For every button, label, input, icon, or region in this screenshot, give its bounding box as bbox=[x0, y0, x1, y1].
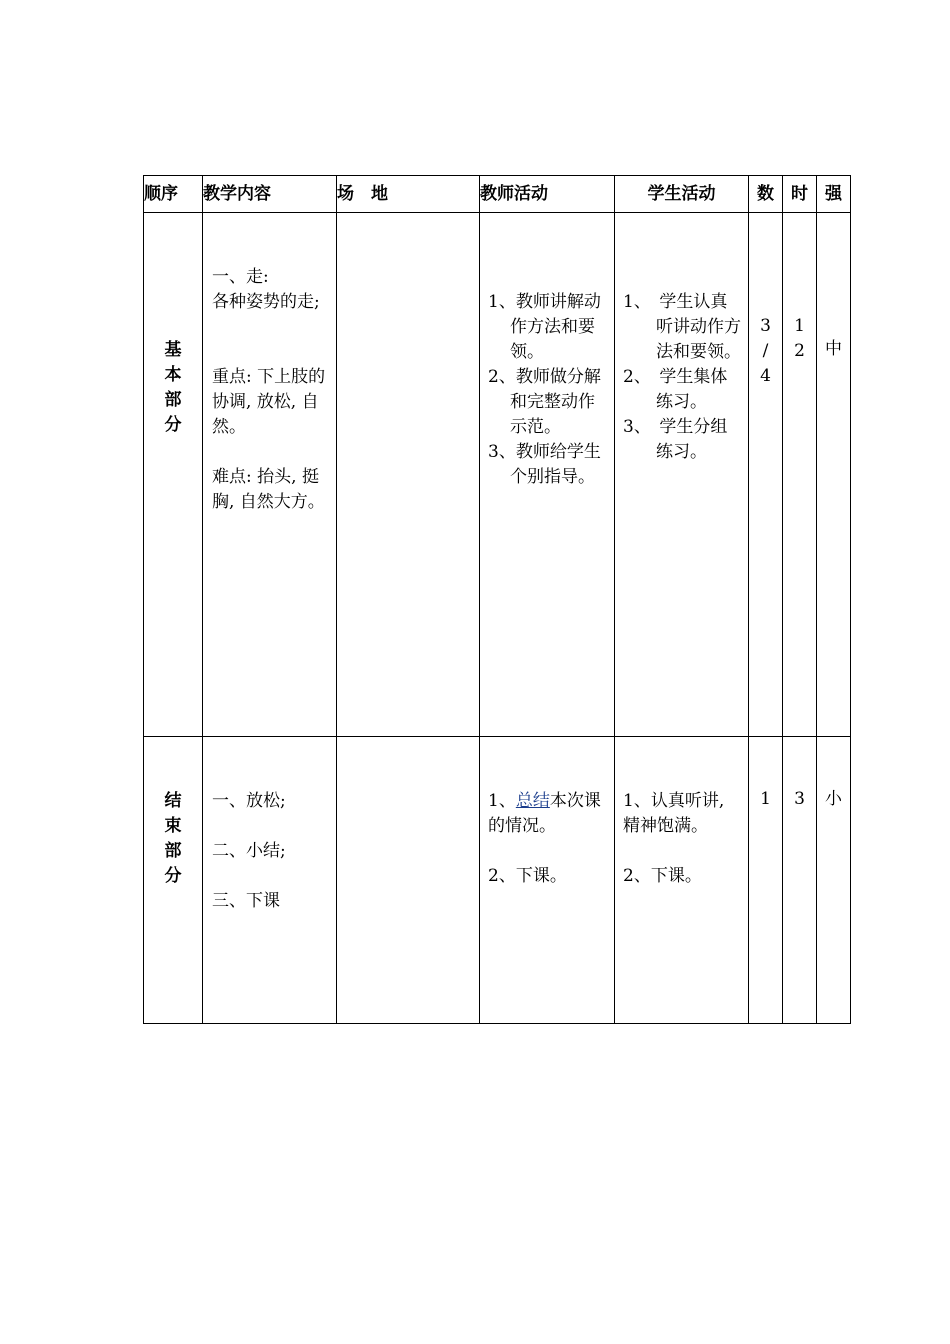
ending-student-item: 2、下课。 bbox=[623, 866, 702, 886]
header-student: 学生活动 bbox=[615, 176, 749, 213]
basic-count-cell bbox=[749, 213, 783, 737]
basic-count-char: 3 bbox=[760, 316, 771, 336]
header-venue: 场 地 bbox=[337, 176, 480, 213]
header-row bbox=[144, 176, 851, 213]
teacher-activity-item: 3、教师给学生个别指导。 bbox=[488, 442, 601, 487]
ending-time-cell bbox=[783, 737, 817, 1024]
header-count: 数 bbox=[749, 176, 783, 213]
student-activity-item: 3、 学生分组练习。 bbox=[623, 417, 728, 462]
basic-section-label bbox=[144, 213, 203, 737]
basic-student-cell bbox=[615, 213, 749, 737]
ending-content-cell bbox=[203, 737, 337, 1024]
basic-section-char: 基 bbox=[164, 340, 182, 360]
student-activity-item: 1、 学生认真听讲动作方法和要领。 bbox=[623, 292, 741, 362]
header-content: 教学内容 bbox=[203, 176, 337, 213]
header-order: 顺序 bbox=[144, 176, 203, 213]
ending-section-row bbox=[144, 737, 851, 1024]
basic-intensity-cell bbox=[817, 213, 851, 737]
summary-link[interactable]: 总结 bbox=[515, 791, 550, 811]
basic-content-cell bbox=[203, 213, 337, 737]
basic-count-char: 4 bbox=[760, 366, 771, 386]
basic-section-char: 部 bbox=[164, 390, 182, 410]
basic-venue-cell bbox=[337, 213, 480, 737]
ending-intensity-cell bbox=[817, 737, 851, 1024]
ending-teacher-item bbox=[488, 789, 608, 839]
basic-section-char: 分 bbox=[164, 415, 182, 435]
ending-content-item: 一、放松; bbox=[212, 791, 286, 811]
ending-teacher-prefix: 1、 bbox=[488, 791, 516, 811]
ending-count-value: 1 bbox=[760, 789, 771, 809]
basic-content-title: 一、走: bbox=[212, 267, 269, 287]
ending-content-item: 二、小结; bbox=[212, 841, 286, 861]
lesson-plan-table bbox=[143, 175, 851, 1024]
basic-difficulty: 难点: 抬头, 挺胸, 自然大方。 bbox=[212, 467, 325, 512]
basic-time-cell bbox=[783, 213, 817, 737]
ending-teacher-cell bbox=[480, 737, 615, 1024]
ending-student-cell bbox=[615, 737, 749, 1024]
ending-time-value: 3 bbox=[794, 789, 805, 809]
basic-content-line: 各种姿势的走; bbox=[212, 292, 320, 312]
header-intensity: 强 bbox=[817, 176, 851, 213]
header-time: 时 bbox=[783, 176, 817, 213]
header-teacher: 教师活动 bbox=[480, 176, 615, 213]
ending-student-item: 1、认真听讲, 精神饱满。 bbox=[623, 791, 725, 836]
ending-venue-cell bbox=[337, 737, 480, 1024]
student-activity-item: 2、 学生集体练习。 bbox=[623, 367, 728, 412]
ending-count-cell bbox=[749, 737, 783, 1024]
basic-time-char: 1 bbox=[794, 316, 805, 336]
basic-count-char: / bbox=[762, 341, 769, 361]
ending-section-label bbox=[144, 737, 203, 1024]
ending-section-char: 结 bbox=[164, 791, 182, 811]
ending-content-item: 三、下课 bbox=[212, 891, 280, 911]
ending-teacher-item: 2、下课。 bbox=[488, 866, 567, 886]
ending-section-char: 部 bbox=[164, 841, 182, 861]
teacher-activity-item: 2、教师做分解和完整动作示范。 bbox=[488, 367, 601, 437]
basic-time-char: 2 bbox=[794, 341, 805, 361]
basic-intensity-value: 中 bbox=[825, 339, 842, 359]
teacher-activity-item: 1、教师讲解动作方法和要领。 bbox=[488, 292, 601, 362]
ending-intensity-value: 小 bbox=[825, 789, 842, 809]
basic-section-char: 本 bbox=[164, 365, 182, 385]
ending-teacher-rest: 本次课的情况。 bbox=[488, 791, 601, 836]
basic-teacher-cell bbox=[480, 213, 615, 737]
basic-key-point: 重点: 下上肢的协调, 放松, 自然。 bbox=[212, 367, 326, 437]
basic-section-row bbox=[144, 213, 851, 737]
ending-section-char: 分 bbox=[164, 866, 182, 886]
ending-section-char: 束 bbox=[164, 816, 182, 836]
